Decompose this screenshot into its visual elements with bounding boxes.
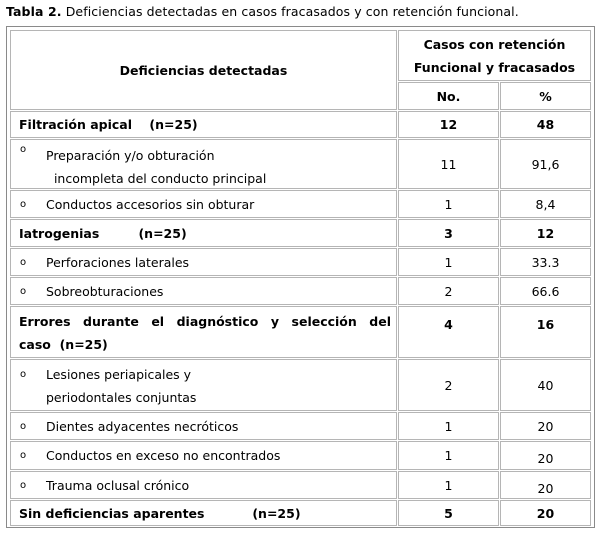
row-label-text: Perforaciones laterales	[46, 254, 190, 270]
row-no-text: 12	[439, 117, 458, 132]
bullet-icon: o	[20, 285, 27, 297]
table-row-label	[10, 500, 397, 526]
header-pct	[500, 82, 591, 110]
table-row-label	[10, 471, 397, 499]
table-row-pct	[500, 139, 591, 189]
row-pct-text: 91,6	[531, 156, 560, 172]
header-no	[398, 82, 499, 110]
row-pct-text: 8,4	[535, 196, 556, 212]
table-row-no	[398, 248, 499, 276]
table-row-label	[10, 139, 397, 189]
table-row-pct	[500, 111, 591, 138]
table-row-no	[398, 500, 499, 526]
table-row-pct	[500, 359, 591, 411]
table-row-pct	[500, 277, 591, 305]
table-row-pct	[500, 412, 591, 440]
table-row-no	[398, 359, 499, 411]
bullet-icon: o	[20, 144, 27, 155]
table-row-no	[398, 471, 499, 499]
table-row-no	[398, 111, 499, 138]
row-no-text: 5	[444, 505, 453, 521]
bullet-icon: o	[20, 198, 27, 210]
table-row-label	[10, 111, 397, 138]
table-row-pct	[500, 441, 591, 470]
table-row-label	[10, 219, 397, 247]
row-pct-text: 20	[537, 418, 554, 434]
row-label-line1: Preparación y/o obturación	[46, 148, 215, 163]
bullet-icon: o	[20, 369, 27, 380]
row-pct-text: 20	[536, 505, 555, 521]
table-row-no	[398, 139, 499, 189]
caption-text: Deficiencias detectadas en casos fracasados y con retención funcional.	[61, 4, 519, 19]
header-deficiencias	[10, 30, 397, 110]
row-label-line1: Errores durante el diagnóstico y selección del	[19, 314, 391, 329]
row-pct-text: 48	[536, 117, 555, 132]
row-label-text: Filtración apical (n=25)	[19, 117, 198, 132]
row-label-line1: Lesiones periapicales y	[46, 367, 192, 382]
bullet-icon: o	[20, 450, 27, 461]
row-pct-text: 12	[536, 225, 555, 241]
row-no-text: 4	[444, 317, 453, 332]
row-no-text: 2	[444, 283, 453, 299]
table-row-no	[398, 412, 499, 440]
row-no-text: 1	[444, 418, 453, 434]
table-row-no	[398, 219, 499, 247]
row-pct-text: 16	[536, 317, 555, 332]
row-no-text: 11	[440, 156, 457, 172]
row-no-text: 1	[444, 448, 453, 463]
row-no-text: 1	[444, 477, 453, 493]
row-label-line2: incompleta del conducto principal	[46, 171, 267, 186]
header-casos	[398, 30, 591, 81]
row-label-text: Sobreobturaciones	[46, 283, 164, 299]
row-label-text: Conductos en exceso no encontrados	[46, 448, 281, 463]
header-col2-line2: Funcional y fracasados	[413, 59, 576, 75]
bullet-icon: o	[20, 420, 27, 432]
caption-label: Tabla 2.	[6, 4, 62, 19]
row-label-line2: caso (n=25)	[19, 337, 108, 352]
row-no-text: 1	[444, 254, 453, 270]
table-row-label	[10, 412, 397, 440]
row-pct-text: 33.3	[531, 254, 560, 270]
table-row-no	[398, 190, 499, 218]
table-row-pct	[500, 219, 591, 247]
row-label-line2: periodontales conjuntas	[46, 390, 197, 405]
table-row-pct	[500, 248, 591, 276]
header-col2-line1: Casos con retención	[423, 36, 566, 52]
table-row-no	[398, 441, 499, 470]
table-row-label	[10, 248, 397, 276]
table-row-label	[10, 277, 397, 305]
table-row-pct	[500, 471, 591, 499]
table-row-no	[398, 306, 499, 358]
row-no-text: 2	[444, 377, 453, 393]
header-pct-text: %	[539, 88, 552, 104]
row-pct-text: 20	[537, 480, 554, 496]
table-caption	[6, 4, 519, 19]
table-row-pct	[500, 190, 591, 218]
table-row-label	[10, 441, 397, 470]
table-row-no	[398, 277, 499, 305]
row-no-text: 3	[444, 225, 453, 241]
bullet-icon: o	[20, 479, 27, 491]
row-pct-text: 66.6	[531, 283, 560, 299]
header-col1-text: Deficiencias detectadas	[119, 62, 288, 78]
row-label-text: Iatrogenias (n=25)	[19, 225, 187, 241]
row-label-text: Trauma oclusal crónico	[46, 477, 190, 493]
row-label-text: Conductos accesorios sin obturar	[46, 196, 255, 212]
table-row-label	[10, 306, 397, 358]
row-label-text: Sin deficiencias aparentes (n=25)	[19, 505, 301, 521]
table-row-label	[10, 190, 397, 218]
table-row-label	[10, 359, 397, 411]
header-no-text: No.	[436, 88, 461, 104]
table-row-pct	[500, 306, 591, 358]
row-pct-text: 20	[537, 451, 554, 466]
row-pct-text: 40	[537, 377, 554, 393]
bullet-icon: o	[20, 256, 27, 268]
table-row-pct	[500, 500, 591, 526]
row-label-text: Dientes adyacentes necróticos	[46, 418, 239, 434]
row-no-text: 1	[444, 196, 453, 212]
